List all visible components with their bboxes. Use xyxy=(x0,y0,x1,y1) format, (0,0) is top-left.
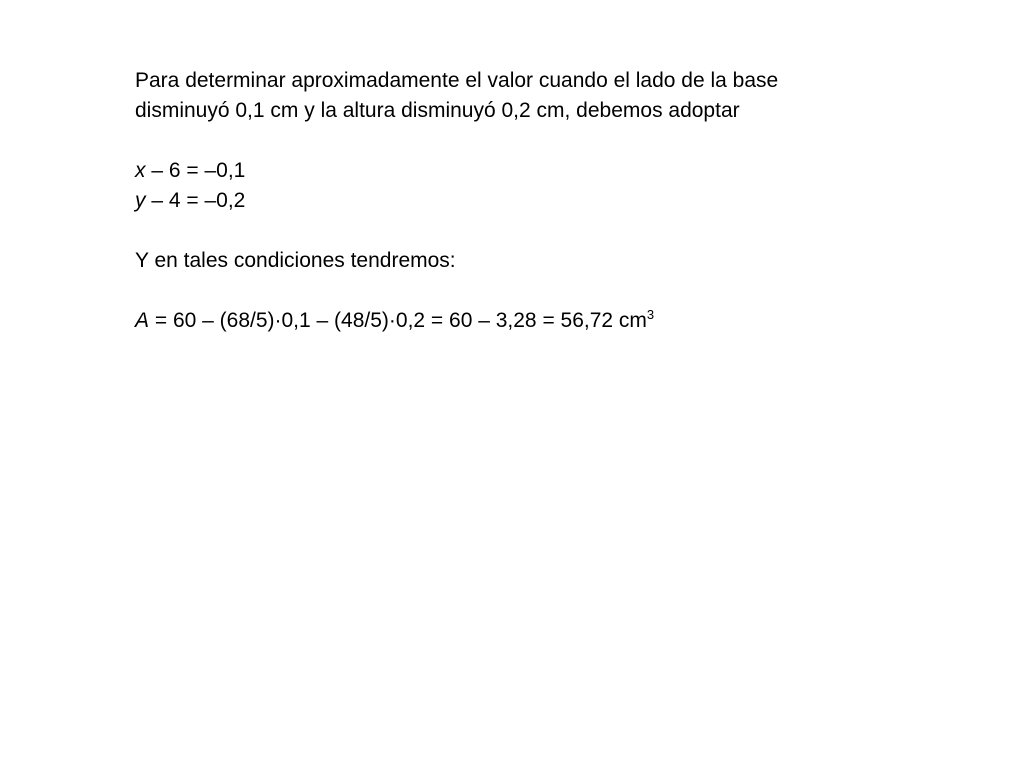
equation-x-rest: – 6 = –0,1 xyxy=(145,159,246,182)
slide-content xyxy=(135,66,995,336)
variable-a: A xyxy=(135,309,150,332)
result-exponent: 3 xyxy=(646,307,655,322)
result-equation xyxy=(135,306,995,336)
equation-y xyxy=(135,186,995,216)
equation-x xyxy=(135,156,995,186)
spacer xyxy=(135,276,995,306)
conditions-text: Y en tales condiciones tendremos: xyxy=(135,249,456,272)
result-rest: = 60 – (68/5)·0,1 – (48/5)·0,2 = 60 – 3,28 = 56,72 cm xyxy=(149,309,647,332)
variable-x: x xyxy=(135,159,146,182)
variable-y: y xyxy=(135,189,146,212)
spacer xyxy=(135,216,995,246)
paragraph-line-2: disminuyó 0,1 cm y la altura disminuyó 0,2 cm, debemos adoptar xyxy=(135,99,740,122)
spacer xyxy=(135,126,995,156)
paragraph-line-1: Para determinar aproximadamente el valor cuando el lado de la base xyxy=(135,69,779,92)
equation-y-rest: – 4 = –0,2 xyxy=(145,189,246,212)
